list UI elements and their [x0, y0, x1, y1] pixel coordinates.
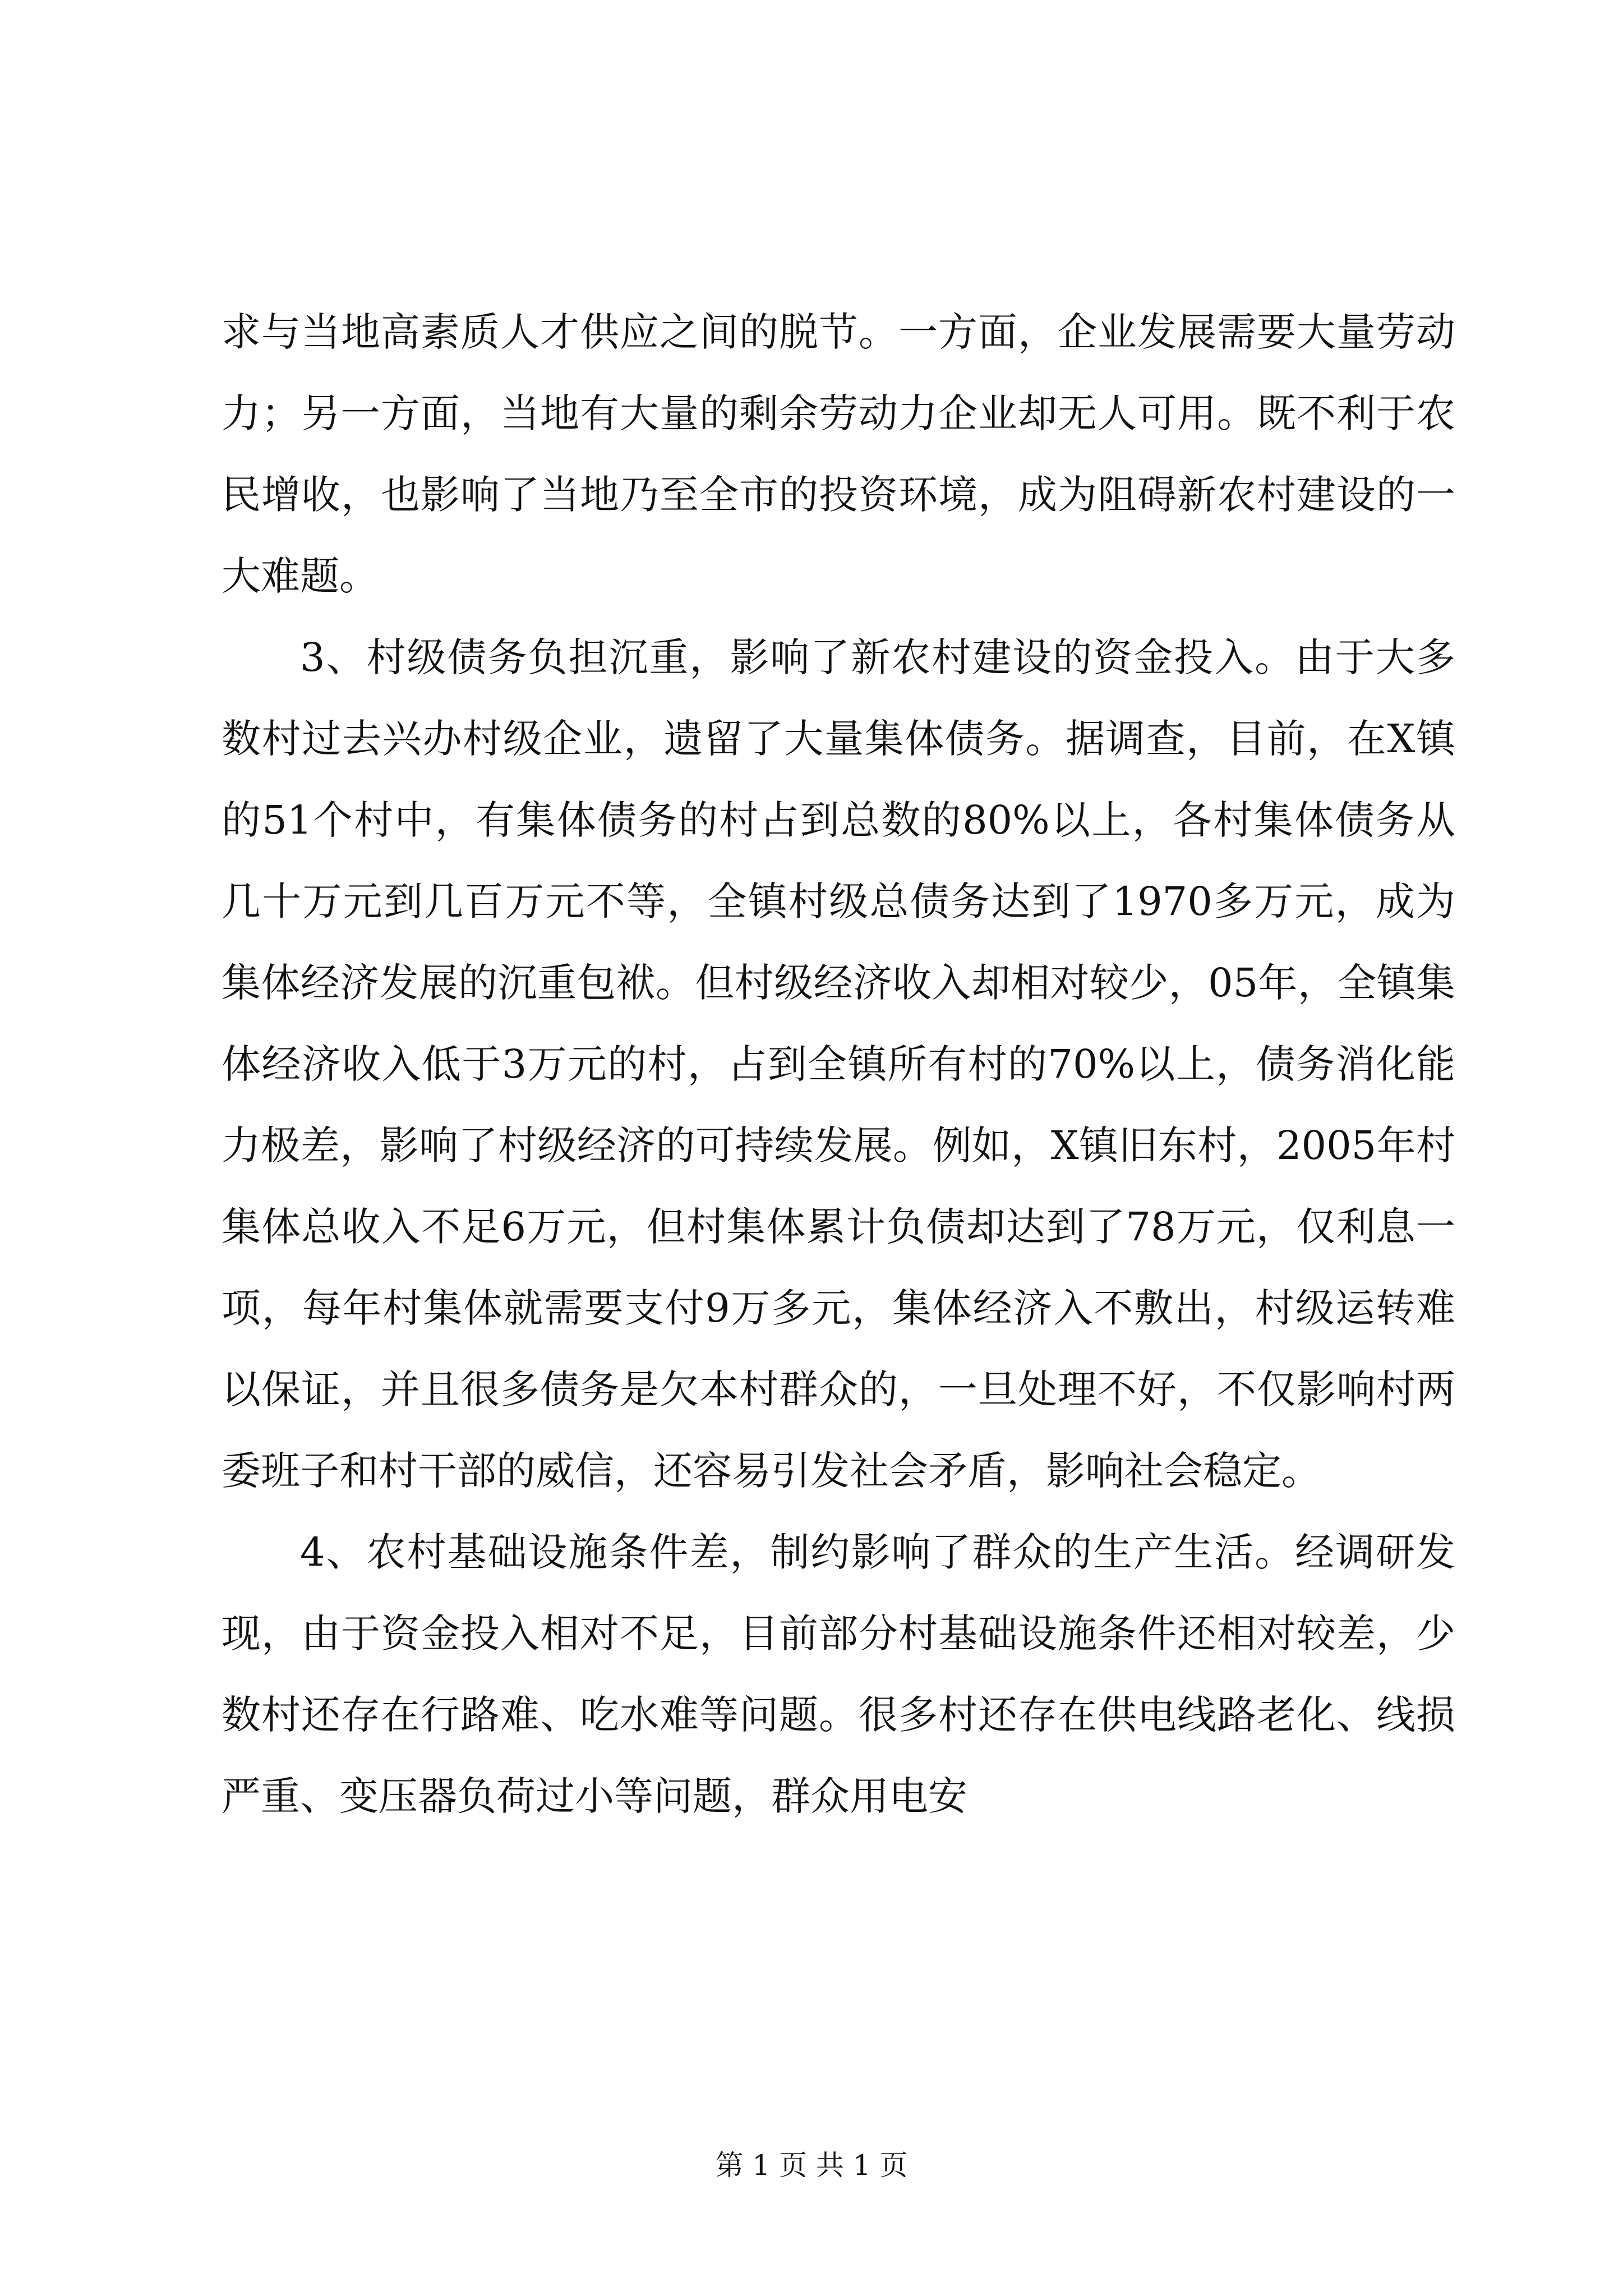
paragraph-3: 4、农村基础设施条件差，制约影响了群众的生产生活。经调研发现，由于资金投入相对不足，目前部分村基础设施条件还相对较差，少数村还存在行路难、吃水难等问题。很多村还存在供电线路老化、线损严重、变压器负荷过小等问题，群众用电安	[222, 1529, 1455, 1819]
page-footer: 第 1 页 共 1 页	[715, 2149, 908, 2182]
body-text	[222, 292, 1455, 1837]
paragraph-1: 求与当地高素质人才供应之间的脱节。一方面，企业发展需要大量劳动力；另一方面，当地有大量的剩余劳动力企业却无人可用。既不利于农民增收，也影响了当地乃至全市的投资环境，成为阻碍新农村建设的一大难题。	[222, 309, 1455, 599]
paragraph-2: 3、村级债务负担沉重，影响了新农村建设的资金投入。由于大多数村过去兴办村级企业，遗留了大量集体债务。据调查，目前，在X镇的51个村中，有集体债务的村占到总数的80%以上，各村集体债务从几十万元到几百万元不等，全镇村级总债务达到了1970多万元，成为集体经济发展的沉重包袱。但村级经济收入却相对较少，05年，全镇集体经济收入低于3万元的村，占到全镇所有村的70%以上，债务消化能力极差，影响了村级经济的可持续发展。例如，X镇旧东村，2005年村集体总收入不足6万元，但村集体累计负债却达到了78万元，仅利息一项，每年村集体就需要支付9万多元，集体经济入不敷出，村级运转难以保证，并且很多债务是欠本村群众的，一旦处理不好，不仅影响村两委班子和村干部的威信，还容易引发社会矛盾，影响社会稳定。	[222, 634, 1455, 1494]
